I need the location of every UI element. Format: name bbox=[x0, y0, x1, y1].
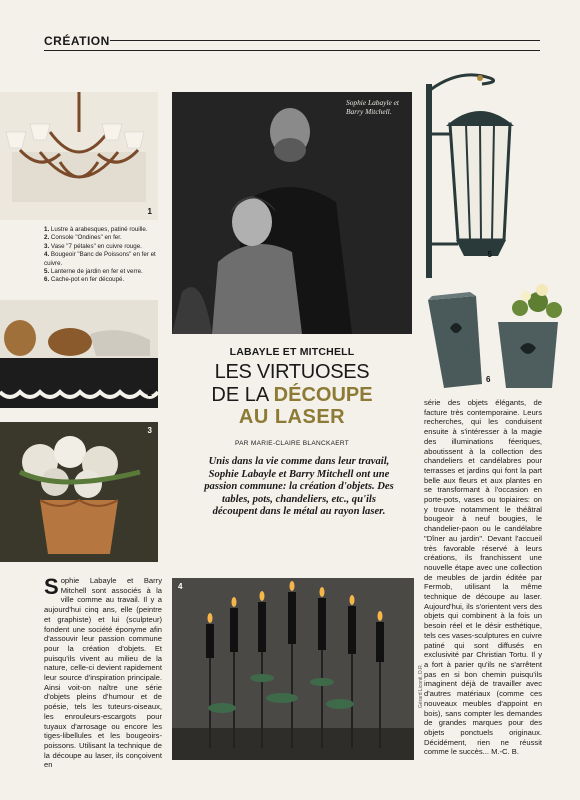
photo-number-4: 4 bbox=[178, 582, 183, 591]
chandelier-illustration bbox=[0, 92, 158, 220]
photo-lantern bbox=[420, 64, 540, 286]
header-rule-top bbox=[110, 40, 540, 41]
console-illustration bbox=[0, 300, 158, 408]
photo-number-3: 3 bbox=[147, 426, 152, 435]
article-body-right: série des objets élégants, de facture très contemporaine. Leurs recherches, qui les conduisent ensuite à s'intéresser à la magie des illuminations féeriques, aboutissent à la collection des chandeliers et candélabres pour terrasses et jardins qui font la part belle aux fleurs et aux plantes en se transformant à l'occasion en porte-pots, vases ou topiaires: on y trouve notamment le théâtral bougeoir à neuf bougies, le chandelier-paon ou le candélabre "Dîner au jardin". Devant l'accueil très favorable réservé à leurs créations, ils franchissent une nouvelle étape avec une collection de meubles de jardin éditée par Fermob, utilisant la même technique de découpe au laser. Aujourd'hui, ils s'orientent vers des objets qui combinent à la fois un besoin réel et le désir esthétique, tels ces vases-sculptures en cuivre patiné qui sont diffusés en exclusivité par Christian Tortu. Il y a fort à parier qu'ils ne s'arrêtent pas en si bon chemin puisqu'ils imaginent déjà de travailler avec d'autres matériaux (comme ces nouveaux meubles d'appoint en bois), sans compter les demandes de grandes marques pour des objets ponctuels originaux. Décidément, rien ne réussit comme le succès... M.-C. B. bbox=[424, 398, 542, 757]
caption-item: 1. Lustre à arabesques, patiné rouille. bbox=[44, 226, 148, 233]
article-title-line2-bold: DÉCOUPE bbox=[273, 384, 373, 406]
lantern-illustration bbox=[420, 64, 540, 286]
drop-cap: S bbox=[44, 574, 59, 599]
article-kicker: LABAYLE ET MITCHELL bbox=[229, 346, 355, 358]
caption-item: 3. Vase "7 pétales" en cuivre rouge. bbox=[44, 242, 142, 250]
body-left-text: ophie Labayle et Barry Mitchell sont associés à la ville comme au travail. Il y a aujourd'hui cinq ans, elle (peintre et graphiste) et lui (sculpteur) fondent une société éponyme afin d'assouvir leur passion commune pour la création d'objets. Et puisqu'ils vivent au milieu de la nature, celle-ci devient rapidement leur source d'inspiration principale. Ainsi voit-on naître une série d'objets pleins d'humour et de poésie, tels les tuteurs-oiseaux, les enrouleurs-escargots pour tuyaux d'arrosage ou encore les tiges-libellules et les bougeoirs-poissons. Utilisant la technique de la découpe au laser, ils conçoivent en bbox=[44, 576, 162, 770]
article-title-line2 bbox=[172, 384, 412, 407]
photo-portrait bbox=[172, 92, 412, 334]
photo-credit: Gérard Liconti, D.R. bbox=[418, 663, 424, 708]
article-byline: PAR MARIE-CLAIRE BLANCKAERT bbox=[234, 440, 350, 447]
photo-console bbox=[0, 300, 158, 408]
photo-chandelier bbox=[0, 92, 158, 220]
photo-vase bbox=[0, 422, 158, 562]
header-rule bbox=[44, 50, 540, 51]
photo-pots bbox=[420, 278, 570, 390]
caption-item: 2. Console "Ondines" en fer. bbox=[44, 234, 122, 242]
portrait-caption: Sophie Labayle et Barry Mitchell. bbox=[346, 98, 399, 116]
photo-number-5: 5 bbox=[487, 250, 492, 259]
article-title-line2-thin: DE LA bbox=[211, 384, 274, 406]
article-intro: Unis dans la vie comme dans leur travail, Sophie Labayle et Barry Mitchell ont une passion commune: la création d'objets. Des tables, pots, chandeliers, etc., qu'ils découpent dans le métal au rayon laser. bbox=[204, 456, 394, 518]
article-title-line1: LES VIRTUOSES bbox=[214, 361, 370, 383]
vase-illustration bbox=[0, 422, 158, 562]
article-title-line3: AU LASER bbox=[238, 406, 346, 428]
section-label: CRÉATION bbox=[44, 34, 110, 48]
portrait-illustration bbox=[172, 92, 412, 334]
caption-item: 4. Bougeoir "Banc de Poissons" en fer et cuivre. bbox=[44, 251, 156, 267]
photo-number-6: 6 bbox=[486, 375, 491, 384]
pots-illustration bbox=[420, 278, 570, 390]
photo-number-2: 2 bbox=[147, 389, 152, 398]
candles-illustration bbox=[172, 578, 414, 760]
photo-candles bbox=[172, 578, 414, 760]
photo-captions bbox=[44, 226, 160, 285]
article-body-left bbox=[44, 576, 162, 770]
caption-item: 6. Cache-pot en fer découpé. bbox=[44, 276, 125, 284]
caption-item: 5. Lanterne de jardin en fer et verre. bbox=[44, 268, 143, 276]
photo-number-1: 1 bbox=[147, 207, 152, 216]
